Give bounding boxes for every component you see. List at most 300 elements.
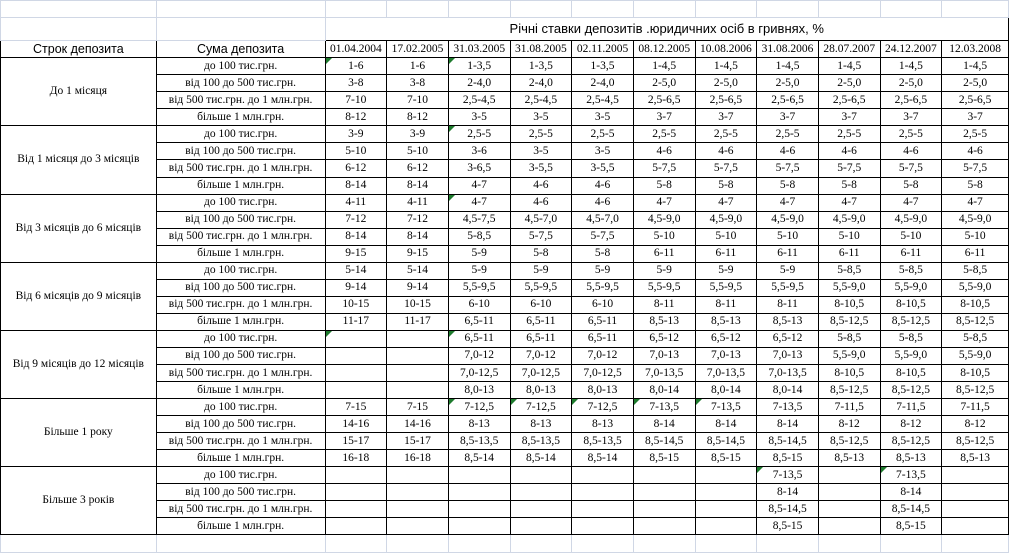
empty-cell[interactable] (572, 535, 634, 553)
rate-cell[interactable]: 7-15 (387, 399, 449, 416)
rate-cell[interactable]: 7,0-12 (510, 347, 572, 364)
rate-cell[interactable]: 16-18 (325, 450, 387, 467)
rate-cell[interactable]: 8,5-13,5 (510, 433, 572, 450)
rate-cell[interactable]: 7,0-12 (448, 347, 510, 364)
rate-cell[interactable]: 6,5-11 (448, 330, 510, 347)
empty-cell[interactable] (942, 535, 1009, 553)
rate-cell[interactable]: 4,5-9,0 (818, 211, 880, 228)
rate-cell[interactable]: 8-14 (757, 484, 819, 501)
rate-cell[interactable]: 5-10 (942, 228, 1009, 245)
rate-cell[interactable]: 2-5,0 (757, 75, 819, 92)
rate-cell[interactable]: 8,5-14,5 (757, 433, 819, 450)
rate-cell[interactable]: 8-10,5 (818, 365, 880, 382)
rate-cell[interactable]: 7-15 (325, 399, 387, 416)
rate-cell[interactable] (325, 467, 387, 484)
rate-cell[interactable]: 8-10,5 (880, 296, 942, 313)
empty-cell[interactable] (757, 1, 819, 18)
rate-cell[interactable]: 2,5-4,5 (448, 92, 510, 109)
rate-cell[interactable]: 7-11,5 (818, 399, 880, 416)
empty-cell[interactable] (1, 535, 157, 553)
rate-cell[interactable] (325, 365, 387, 382)
rate-cell[interactable] (695, 467, 757, 484)
rate-cell[interactable]: 2,5-5 (572, 126, 634, 143)
rate-cell[interactable] (633, 467, 695, 484)
rate-cell[interactable] (572, 467, 634, 484)
rate-cell[interactable]: 5-8 (757, 177, 819, 194)
rate-cell[interactable] (510, 518, 572, 535)
empty-cell[interactable] (448, 1, 510, 18)
rate-cell[interactable]: 5-9 (572, 262, 634, 279)
rate-cell[interactable]: 8-12 (325, 109, 387, 126)
rate-cell[interactable]: 5,5-9,5 (757, 279, 819, 296)
rate-cell[interactable]: 5-9 (448, 262, 510, 279)
rate-cell[interactable] (387, 501, 449, 518)
rate-cell[interactable]: 7-13,5 (695, 399, 757, 416)
rate-cell[interactable]: 8,5-15 (757, 518, 819, 535)
rate-cell[interactable]: 8-12 (880, 416, 942, 433)
rate-cell[interactable] (942, 501, 1009, 518)
rate-cell[interactable]: 5-9 (757, 262, 819, 279)
empty-cell[interactable] (942, 1, 1009, 18)
rate-cell[interactable]: 8,5-14 (572, 450, 634, 467)
rate-cell[interactable]: 1-6 (387, 58, 449, 75)
rate-cell[interactable]: 11-17 (325, 313, 387, 330)
rate-cell[interactable]: 3-6 (448, 143, 510, 160)
rate-cell[interactable]: 5-7,5 (880, 160, 942, 177)
rate-cell[interactable]: 6,5-12 (695, 330, 757, 347)
empty-cell[interactable] (510, 1, 572, 18)
rate-cell[interactable]: 8-11 (633, 296, 695, 313)
rate-cell[interactable]: 8,5-12,5 (942, 313, 1009, 330)
rate-cell[interactable]: 8-14 (387, 177, 449, 194)
rate-cell[interactable]: 8,5-15 (695, 450, 757, 467)
rate-cell[interactable]: 8,5-12,5 (880, 382, 942, 399)
rate-cell[interactable]: 2-5,0 (695, 75, 757, 92)
rate-cell[interactable]: 3-6,5 (448, 160, 510, 177)
rate-cell[interactable]: 11-17 (387, 313, 449, 330)
rate-cell[interactable]: 5,5-9,5 (448, 279, 510, 296)
rate-cell[interactable]: 5-7,5 (942, 160, 1009, 177)
rate-cell[interactable]: 2,5-5 (942, 126, 1009, 143)
rate-cell[interactable]: 4,5-7,5 (448, 211, 510, 228)
rate-cell[interactable] (448, 518, 510, 535)
rate-cell[interactable]: 9-15 (325, 245, 387, 262)
rate-cell[interactable]: 8-13 (510, 416, 572, 433)
rate-cell[interactable]: 5-7,5 (633, 160, 695, 177)
rate-cell[interactable]: 7-10 (387, 92, 449, 109)
rate-cell[interactable]: 8-14 (633, 416, 695, 433)
rate-cell[interactable]: 4-6 (572, 194, 634, 211)
rate-cell[interactable]: 8,5-12,5 (818, 382, 880, 399)
rate-cell[interactable]: 2,5-5 (880, 126, 942, 143)
rate-cell[interactable]: 5,5-9,5 (633, 279, 695, 296)
rate-cell[interactable] (510, 484, 572, 501)
rate-cell[interactable] (448, 501, 510, 518)
rate-cell[interactable]: 8-14 (757, 416, 819, 433)
rate-cell[interactable]: 8,5-12,5 (942, 433, 1009, 450)
rate-cell[interactable]: 5-8,5 (880, 262, 942, 279)
rate-cell[interactable]: 1-3,5 (510, 58, 572, 75)
rate-cell[interactable]: 7,0-12,5 (572, 365, 634, 382)
rate-cell[interactable]: 14-16 (325, 416, 387, 433)
rate-cell[interactable] (572, 484, 634, 501)
rate-cell[interactable]: 9-15 (387, 245, 449, 262)
rate-cell[interactable]: 8,5-13 (880, 450, 942, 467)
empty-cell[interactable] (387, 1, 449, 18)
empty-cell[interactable] (325, 1, 387, 18)
rate-cell[interactable]: 1-6 (325, 58, 387, 75)
empty-cell[interactable] (880, 1, 942, 18)
rate-cell[interactable]: 5-8 (695, 177, 757, 194)
rate-cell[interactable]: 8-11 (695, 296, 757, 313)
rate-cell[interactable]: 1-4,5 (942, 58, 1009, 75)
rate-cell[interactable]: 8-13 (448, 416, 510, 433)
rate-cell[interactable]: 4-6 (880, 143, 942, 160)
rate-cell[interactable]: 8,0-13 (510, 382, 572, 399)
rate-cell[interactable]: 6-11 (695, 245, 757, 262)
rate-cell[interactable] (818, 467, 880, 484)
rate-cell[interactable]: 6-10 (448, 296, 510, 313)
rate-cell[interactable]: 5-10 (633, 228, 695, 245)
rate-cell[interactable]: 7-11,5 (880, 399, 942, 416)
rate-cell[interactable]: 5,5-9,5 (510, 279, 572, 296)
rate-cell[interactable]: 1-4,5 (757, 58, 819, 75)
rate-cell[interactable]: 8-12 (387, 109, 449, 126)
rate-cell[interactable]: 2,5-5 (818, 126, 880, 143)
rate-cell[interactable]: 5-7,5 (757, 160, 819, 177)
rate-cell[interactable]: 7-12 (387, 211, 449, 228)
rate-cell[interactable]: 5,5-9,0 (818, 347, 880, 364)
rate-cell[interactable]: 4,5-7,0 (572, 211, 634, 228)
empty-cell[interactable] (510, 535, 572, 553)
rate-cell[interactable]: 8-10,5 (942, 365, 1009, 382)
rate-cell[interactable] (942, 484, 1009, 501)
rate-cell[interactable] (818, 484, 880, 501)
empty-cell[interactable] (695, 535, 757, 553)
rate-cell[interactable]: 4-7 (448, 177, 510, 194)
rate-cell[interactable]: 2-4,0 (510, 75, 572, 92)
rate-cell[interactable] (387, 382, 449, 399)
rate-cell[interactable] (572, 501, 634, 518)
rate-cell[interactable]: 8,5-12,5 (942, 382, 1009, 399)
rate-cell[interactable]: 8,5-14,5 (695, 433, 757, 450)
rate-cell[interactable]: 8,0-13 (448, 382, 510, 399)
rate-cell[interactable] (387, 484, 449, 501)
rate-cell[interactable]: 2,5-5 (448, 126, 510, 143)
rate-cell[interactable]: 5-7,5 (510, 228, 572, 245)
rate-cell[interactable]: 5,5-9,0 (818, 279, 880, 296)
rate-cell[interactable] (818, 501, 880, 518)
rate-cell[interactable]: 6,5-11 (510, 330, 572, 347)
rate-cell[interactable]: 8-10,5 (942, 296, 1009, 313)
rate-cell[interactable]: 4,5-9,0 (633, 211, 695, 228)
rate-cell[interactable]: 6-10 (572, 296, 634, 313)
rate-cell[interactable]: 8-12 (818, 416, 880, 433)
rate-cell[interactable]: 8,5-15 (757, 450, 819, 467)
empty-cell[interactable] (572, 1, 634, 18)
rate-cell[interactable]: 7-12,5 (572, 399, 634, 416)
rate-cell[interactable]: 3-5,5 (572, 160, 634, 177)
rate-cell[interactable]: 4,5-9,0 (695, 211, 757, 228)
rate-cell[interactable]: 2,5-4,5 (572, 92, 634, 109)
empty-cell[interactable] (325, 535, 387, 553)
rate-cell[interactable]: 7-13,5 (880, 467, 942, 484)
rate-cell[interactable]: 5-9 (510, 262, 572, 279)
rate-cell[interactable]: 6-11 (818, 245, 880, 262)
rate-cell[interactable]: 8,5-14 (448, 450, 510, 467)
rate-cell[interactable] (510, 501, 572, 518)
rate-cell[interactable]: 6-11 (633, 245, 695, 262)
rate-cell[interactable]: 5-7,5 (818, 160, 880, 177)
rate-cell[interactable]: 8-10,5 (818, 296, 880, 313)
rate-cell[interactable]: 7,0-13,5 (757, 365, 819, 382)
rate-cell[interactable]: 2,5-6,5 (880, 92, 942, 109)
rate-cell[interactable]: 2-5,0 (942, 75, 1009, 92)
rate-cell[interactable]: 5-14 (387, 262, 449, 279)
rate-cell[interactable]: 5-10 (325, 143, 387, 160)
rate-cell[interactable] (325, 330, 387, 347)
rate-cell[interactable]: 2,5-6,5 (757, 92, 819, 109)
rate-cell[interactable]: 3-5 (448, 109, 510, 126)
rate-cell[interactable]: 6-11 (942, 245, 1009, 262)
rate-cell[interactable]: 3-7 (757, 109, 819, 126)
rate-cell[interactable]: 6-10 (510, 296, 572, 313)
rate-cell[interactable]: 8-14 (387, 228, 449, 245)
rate-cell[interactable]: 1-4,5 (633, 58, 695, 75)
rate-cell[interactable]: 3-7 (942, 109, 1009, 126)
rate-cell[interactable]: 3-5 (510, 143, 572, 160)
rate-cell[interactable] (387, 365, 449, 382)
empty-cell[interactable] (156, 18, 325, 41)
rate-cell[interactable] (695, 501, 757, 518)
rate-cell[interactable]: 8-14 (695, 416, 757, 433)
rate-cell[interactable]: 7,0-13 (633, 347, 695, 364)
rate-cell[interactable]: 8,0-14 (695, 382, 757, 399)
rate-cell[interactable]: 7,0-12 (572, 347, 634, 364)
rate-cell[interactable]: 2,5-6,5 (695, 92, 757, 109)
rate-cell[interactable]: 2,5-6,5 (942, 92, 1009, 109)
rate-cell[interactable]: 7-13,5 (757, 399, 819, 416)
rate-cell[interactable]: 9-14 (387, 279, 449, 296)
rate-cell[interactable]: 5-8 (942, 177, 1009, 194)
rate-cell[interactable]: 1-4,5 (695, 58, 757, 75)
rate-cell[interactable]: 4-11 (325, 194, 387, 211)
rate-cell[interactable]: 2-4,0 (448, 75, 510, 92)
rate-cell[interactable] (325, 484, 387, 501)
rate-cell[interactable]: 5-8,5 (942, 262, 1009, 279)
rate-cell[interactable]: 5-8,5 (880, 330, 942, 347)
rate-cell[interactable]: 2,5-5 (510, 126, 572, 143)
rate-cell[interactable]: 4-6 (942, 143, 1009, 160)
rate-cell[interactable]: 4-7 (942, 194, 1009, 211)
rate-cell[interactable] (818, 518, 880, 535)
rate-cell[interactable]: 5-8,5 (818, 330, 880, 347)
empty-cell[interactable] (1, 1, 157, 18)
rate-cell[interactable] (325, 518, 387, 535)
rate-cell[interactable]: 8-14 (325, 177, 387, 194)
rate-cell[interactable]: 5-10 (757, 228, 819, 245)
rate-cell[interactable]: 6-12 (387, 160, 449, 177)
rate-cell[interactable]: 8,5-13 (818, 450, 880, 467)
rate-cell[interactable]: 4,5-9,0 (880, 211, 942, 228)
rate-cell[interactable]: 8,5-13 (757, 313, 819, 330)
rate-cell[interactable]: 4-7 (880, 194, 942, 211)
rate-cell[interactable]: 8,5-12,5 (880, 433, 942, 450)
rate-cell[interactable]: 4-6 (510, 194, 572, 211)
rate-cell[interactable]: 2-5,0 (633, 75, 695, 92)
rate-cell[interactable]: 6-12 (325, 160, 387, 177)
rate-cell[interactable]: 2-4,0 (572, 75, 634, 92)
rate-cell[interactable]: 10-15 (387, 296, 449, 313)
rate-cell[interactable]: 5-10 (880, 228, 942, 245)
rate-cell[interactable]: 8,5-14 (510, 450, 572, 467)
rate-cell[interactable]: 5-8 (572, 245, 634, 262)
empty-cell[interactable] (387, 535, 449, 553)
empty-cell[interactable] (818, 1, 880, 18)
rate-cell[interactable]: 7,0-13,5 (695, 365, 757, 382)
rate-cell[interactable]: 7,0-13 (757, 347, 819, 364)
rate-cell[interactable]: 5,5-9,5 (695, 279, 757, 296)
rate-cell[interactable]: 4-7 (695, 194, 757, 211)
rate-cell[interactable]: 5,5-9,0 (942, 279, 1009, 296)
empty-cell[interactable] (818, 535, 880, 553)
rate-cell[interactable]: 5-10 (387, 143, 449, 160)
empty-cell[interactable] (757, 535, 819, 553)
rate-cell[interactable]: 6-11 (757, 245, 819, 262)
rate-cell[interactable]: 4-7 (757, 194, 819, 211)
rate-cell[interactable]: 7-12,5 (448, 399, 510, 416)
empty-cell[interactable] (633, 535, 695, 553)
rate-cell[interactable]: 8,0-13 (572, 382, 634, 399)
rate-cell[interactable]: 6,5-11 (572, 330, 634, 347)
rate-cell[interactable]: 4-6 (695, 143, 757, 160)
rate-cell[interactable]: 8,5-12,5 (880, 313, 942, 330)
rate-cell[interactable]: 8,5-15 (633, 450, 695, 467)
rate-cell[interactable]: 15-17 (387, 433, 449, 450)
empty-cell[interactable] (1, 18, 157, 41)
rate-cell[interactable]: 6,5-11 (572, 313, 634, 330)
rate-cell[interactable] (572, 518, 634, 535)
rate-cell[interactable]: 3-7 (818, 109, 880, 126)
rate-cell[interactable]: 7-12,5 (510, 399, 572, 416)
rate-cell[interactable]: 8,0-14 (633, 382, 695, 399)
rate-cell[interactable]: 5,5-9,5 (572, 279, 634, 296)
rate-cell[interactable]: 8,5-12,5 (818, 433, 880, 450)
rate-cell[interactable]: 8,5-13,5 (448, 433, 510, 450)
rate-cell[interactable]: 7,0-13 (695, 347, 757, 364)
rate-cell[interactable]: 6-11 (880, 245, 942, 262)
rate-cell[interactable]: 8,5-15 (880, 518, 942, 535)
empty-cell[interactable] (695, 1, 757, 18)
rate-cell[interactable]: 7-12 (325, 211, 387, 228)
rate-cell[interactable] (633, 501, 695, 518)
rate-cell[interactable]: 7,0-12,5 (448, 365, 510, 382)
empty-cell[interactable] (156, 535, 325, 553)
rate-cell[interactable]: 2,5-5 (757, 126, 819, 143)
rate-cell[interactable]: 8,5-13 (633, 313, 695, 330)
rate-cell[interactable]: 5-9 (448, 245, 510, 262)
rate-cell[interactable] (695, 484, 757, 501)
rate-cell[interactable]: 5-8,5 (942, 330, 1009, 347)
rate-cell[interactable]: 8,5-13 (695, 313, 757, 330)
rate-cell[interactable]: 8,5-14,5 (880, 501, 942, 518)
rate-cell[interactable] (387, 330, 449, 347)
rate-cell[interactable]: 14-16 (387, 416, 449, 433)
rate-cell[interactable] (448, 484, 510, 501)
rate-cell[interactable] (695, 518, 757, 535)
rate-cell[interactable] (325, 382, 387, 399)
rate-cell[interactable]: 2,5-6,5 (818, 92, 880, 109)
rate-cell[interactable]: 1-4,5 (818, 58, 880, 75)
rate-cell[interactable]: 3-5 (510, 109, 572, 126)
rate-cell[interactable]: 2-5,0 (818, 75, 880, 92)
rate-cell[interactable]: 8-10,5 (880, 365, 942, 382)
rate-cell[interactable] (325, 501, 387, 518)
empty-cell[interactable] (448, 535, 510, 553)
rate-cell[interactable] (510, 467, 572, 484)
rate-cell[interactable]: 4-6 (572, 177, 634, 194)
rate-cell[interactable]: 16-18 (387, 450, 449, 467)
rate-cell[interactable]: 2,5-5 (695, 126, 757, 143)
rate-cell[interactable] (387, 467, 449, 484)
rate-cell[interactable]: 10-15 (325, 296, 387, 313)
rate-cell[interactable]: 2,5-6,5 (633, 92, 695, 109)
rate-cell[interactable]: 7-11,5 (942, 399, 1009, 416)
rate-cell[interactable]: 5-10 (695, 228, 757, 245)
rate-cell[interactable]: 3-7 (880, 109, 942, 126)
rate-cell[interactable]: 8-11 (757, 296, 819, 313)
rate-cell[interactable] (387, 347, 449, 364)
rate-cell[interactable]: 3-7 (633, 109, 695, 126)
rate-cell[interactable]: 7,0-13,5 (633, 365, 695, 382)
rate-cell[interactable]: 6,5-12 (633, 330, 695, 347)
rate-cell[interactable]: 8,5-13,5 (572, 433, 634, 450)
rate-cell[interactable]: 8-14 (880, 484, 942, 501)
rate-cell[interactable]: 1-4,5 (880, 58, 942, 75)
rate-cell[interactable] (942, 518, 1009, 535)
rate-cell[interactable]: 8-14 (325, 228, 387, 245)
rate-cell[interactable] (387, 518, 449, 535)
rate-cell[interactable]: 6,5-11 (448, 313, 510, 330)
rate-cell[interactable]: 7,0-12,5 (510, 365, 572, 382)
rate-cell[interactable]: 3-5 (572, 143, 634, 160)
rate-cell[interactable] (633, 484, 695, 501)
rate-cell[interactable]: 8,5-12,5 (818, 313, 880, 330)
rate-cell[interactable]: 4-6 (510, 177, 572, 194)
empty-cell[interactable] (880, 535, 942, 553)
rate-cell[interactable]: 6,5-11 (510, 313, 572, 330)
rate-cell[interactable]: 3-8 (387, 75, 449, 92)
rate-cell[interactable]: 4-6 (633, 143, 695, 160)
rate-cell[interactable]: 5-7,5 (572, 228, 634, 245)
rate-cell[interactable]: 1-3,5 (448, 58, 510, 75)
rate-cell[interactable]: 8-13 (572, 416, 634, 433)
rate-cell[interactable] (633, 518, 695, 535)
rate-cell[interactable]: 3-9 (387, 126, 449, 143)
rate-cell[interactable]: 4,5-7,0 (510, 211, 572, 228)
rate-cell[interactable]: 3-5 (572, 109, 634, 126)
rate-cell[interactable]: 5-8 (633, 177, 695, 194)
rate-cell[interactable]: 1-3,5 (572, 58, 634, 75)
rate-cell[interactable]: 4-11 (387, 194, 449, 211)
rate-cell[interactable]: 5-7,5 (695, 160, 757, 177)
rate-cell[interactable]: 7-10 (325, 92, 387, 109)
rate-cell[interactable]: 8,5-14,5 (633, 433, 695, 450)
rate-cell[interactable] (942, 467, 1009, 484)
rate-cell[interactable]: 3-9 (325, 126, 387, 143)
rate-cell[interactable]: 4-7 (818, 194, 880, 211)
rate-cell[interactable]: 5-9 (633, 262, 695, 279)
